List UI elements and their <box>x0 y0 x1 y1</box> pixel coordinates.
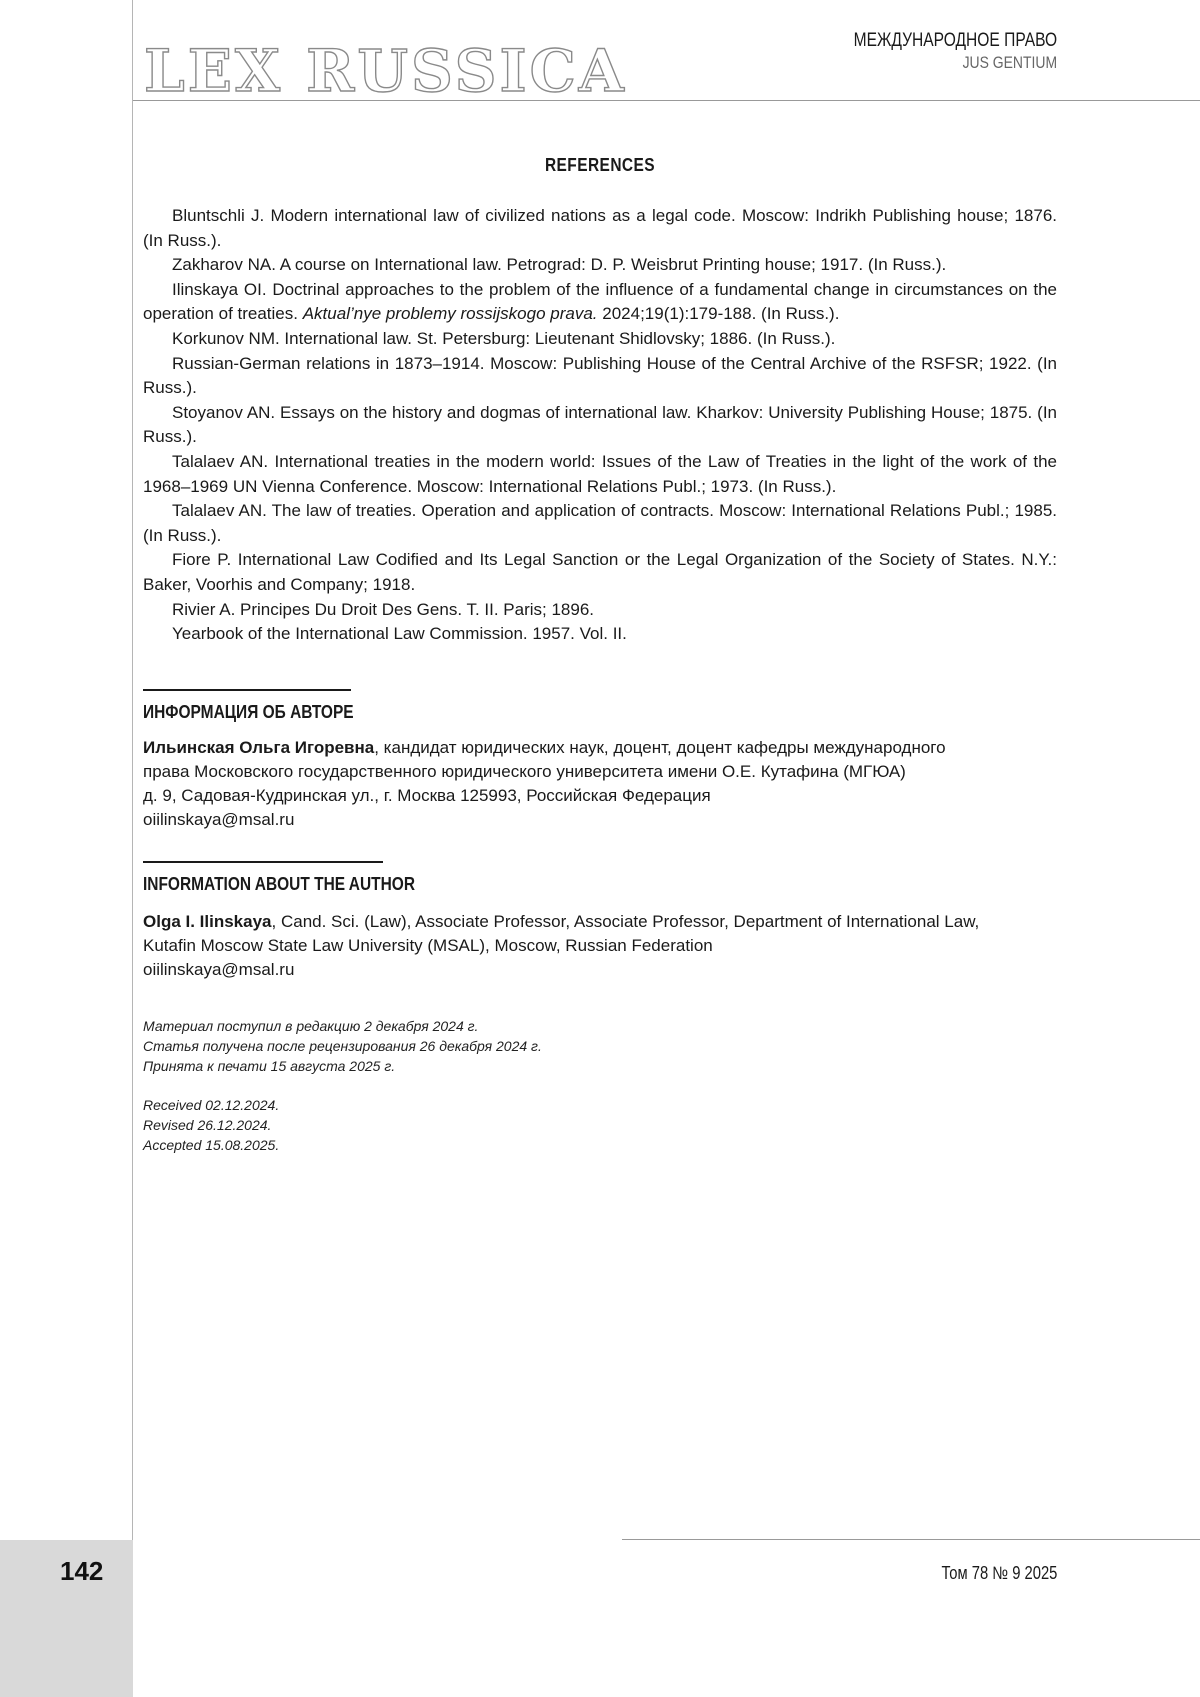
author-ru-affiliation: права Московского государственного юридического университета имени О.Е. Кутафина (МГЮА) <box>143 762 906 781</box>
author-ru-email: oiilinskaya@msal.ru <box>143 810 295 829</box>
reference-item: Fiore P. International Law Codified and Its Legal Sanction or the Legal Organization of the Society of States. N.Y.: Baker, Voorhis and Company; 1918. <box>143 550 1057 594</box>
author-en-info <box>143 910 1063 982</box>
date-received-en: Received 02.12.2024. <box>143 1097 280 1113</box>
date-accepted-en: Accepted 15.08.2025. <box>143 1137 280 1153</box>
page-number: 142 <box>60 1556 104 1586</box>
reference-text: Ilinskaya OI. Doctrinal approaches to the problem of the influence of a fundamental change in circumstances on the operation of treaties. <box>143 279 1057 324</box>
reference-item: Stoyanov AN. Essays on the history and dogmas of international law. Kharkov: University Publishing House; 1875. (In Russ.). <box>143 402 1057 447</box>
reference-item: Talalaev AN. The law of treaties. Operation and application of contracts. Moscow: International Relations Publ.; 1985. (In Russ.). <box>143 501 1057 545</box>
reference-text: 2024;19(1):179-188. (In Russ.). <box>597 304 840 324</box>
author-ru-address: д. 9, Садовая-Кудринская ул., г. Москва 125993, Российская Федерация <box>143 786 711 805</box>
reference-item: Zakharov NA. A course on International law. Petrograd: D. P. Weisbrut Printing house; 1917. (In Russ.). <box>172 255 947 275</box>
date-received-ru: Материал поступил в редакцию 2 декабря 2024 г. <box>143 1018 479 1034</box>
reference-item <box>143 278 1057 327</box>
author-en-heading: INFORMATION ABOUT THE AUTHOR <box>143 874 416 894</box>
author-en-credentials: , Cand. Sci. (Law), Associate Professor, Associate Professor, Department of International Law, <box>271 912 980 931</box>
section-title: МЕЖДУНАРОДНОЕ ПРАВО <box>853 30 1057 51</box>
issue-info: Том 78 № 9 2025 <box>941 1563 1057 1583</box>
date-revised-ru: Статья получена после рецензирования 26 декабря 2024 г. <box>143 1038 542 1054</box>
running-header <box>809 30 1057 74</box>
references-list <box>143 204 1057 647</box>
journal-logo: LEX RUSSICA <box>144 37 627 105</box>
section-subtitle: JUS GENTIUM <box>962 53 1057 72</box>
author-ru-line <box>143 736 1063 760</box>
reference-item: Rivier A. Principes Du Droit Des Gens. T. II. Paris; 1896. <box>172 599 595 619</box>
date-accepted-ru: Принята к печати 15 августа 2025 г. <box>143 1058 396 1074</box>
author-en-line <box>143 910 1063 934</box>
reference-item: Talalaev AN. International treaties in the modern world: Issues of the Law of Treaties in the light of the work of the 1968–1969 UN Vienna Conference. Moscow: International Relations Publ.; 1973. (In Russ.). <box>143 451 1057 496</box>
author-en-divider <box>143 861 383 863</box>
author-en-email: oiilinskaya@msal.ru <box>143 960 295 979</box>
author-ru-heading: ИНФОРМАЦИЯ ОБ АВТОРЕ <box>143 702 354 722</box>
footer-rule <box>622 1539 1200 1540</box>
author-ru-name: Ильинская Ольга Игоревна <box>143 738 375 757</box>
author-ru-info <box>143 736 1063 832</box>
reference-item: Russian-German relations in 1873–1914. Moscow: Publishing House of the Central Archive of the RSFSR; 1922. (In Russ.). <box>143 353 1057 398</box>
date-revised-en: Revised 26.12.2024. <box>143 1117 272 1133</box>
reference-item: Yearbook of the International Law Commission. 1957. Vol. II. <box>172 624 627 644</box>
author-ru-divider <box>143 689 351 691</box>
author-en-affiliation: Kutafin Moscow State Law University (MSAL), Moscow, Russian Federation <box>143 936 713 955</box>
references-heading: REFERENCES <box>544 155 656 175</box>
author-en-name: Olga I. Ilinskaya <box>143 912 272 931</box>
left-margin-rule <box>132 0 133 1697</box>
reference-item: Bluntschli J. Modern international law of civilized nations as a legal code. Moscow: Indrikh Publishing house; 1876. (In Russ.). <box>143 206 1057 250</box>
reference-item: Korkunov NM. International law. St. Petersburg: Lieutenant Shidlovsky; 1886. (In Russ.). <box>172 328 836 348</box>
author-ru-credentials: , кандидат юридических наук, доцент, доцент кафедры международного <box>374 738 946 757</box>
reference-journal-title: Aktual’nye problemy rossijskogo prava. <box>302 304 598 324</box>
dates-en <box>143 1095 279 1155</box>
dates-ru <box>143 1016 542 1076</box>
